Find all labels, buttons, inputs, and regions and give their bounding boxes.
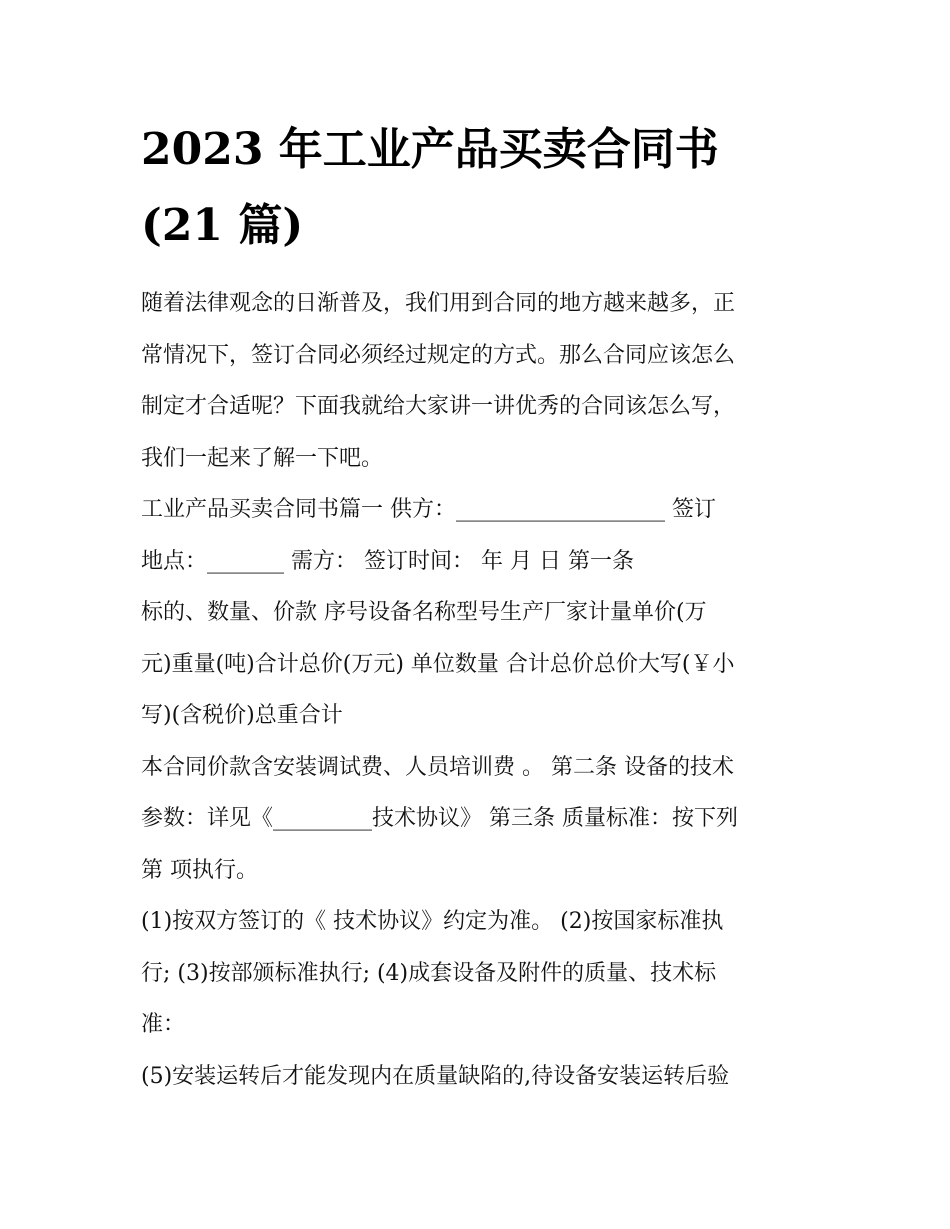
text-line: (1)按双方签订的《 技术协议》约定为准。 (2)按国家标准执 bbox=[141, 909, 724, 934]
text-line: 准： bbox=[141, 1012, 186, 1037]
text-line: 制定才合适呢？下面我就给大家讲一讲优秀的合同该怎么写， bbox=[141, 394, 736, 419]
article-one-paragraph bbox=[141, 587, 813, 742]
document-title bbox=[141, 112, 813, 264]
text-line: 常情况下，签订合同必须经过规定的方式。那么合同应该怎么 bbox=[141, 342, 736, 368]
article-two-three-paragraph bbox=[141, 742, 813, 897]
text-line: 行; (3)按部颁标准执行; (4)成套设备及附件的质量、技术标 bbox=[141, 960, 717, 986]
text-line: 元)重量(吨)合计总价(万元) 单位数量 合计总价总价大写(￥小 bbox=[141, 651, 735, 677]
document-body bbox=[141, 278, 813, 1102]
text-line: (5)安装运转后才能发现内在质量缺陷的,待设备安装运转后验 bbox=[141, 1063, 730, 1089]
text-line: 工业产品买卖合同书篇一 供方：___________________ 签订 bbox=[141, 497, 716, 522]
title-line: (21 篇) bbox=[141, 200, 304, 251]
quality-standards-paragraph bbox=[141, 896, 813, 1051]
installation-paragraph bbox=[141, 1051, 813, 1103]
text-line: 第 项执行。 bbox=[141, 857, 258, 883]
intro-paragraph bbox=[141, 278, 813, 484]
text-line: 标的、数量、价款 序号设备名称型号生产厂家计量单价(万 bbox=[141, 600, 707, 625]
text-line: 我们一起来了解一下吧。 bbox=[141, 445, 384, 471]
text-line: 写)(含税价)总重合计 bbox=[141, 703, 343, 728]
document-page bbox=[141, 112, 813, 1102]
contract-parties-paragraph bbox=[141, 484, 813, 587]
title-line: 2023 年工业产品买卖合同书 bbox=[141, 124, 719, 175]
text-line: 本合同价款含安装调试费、人员培训费 。 第二条 设备的技术 bbox=[141, 754, 734, 780]
text-line: 参数：详见《_________技术协议》 第三条 质量标准：按下列 bbox=[141, 806, 738, 831]
text-line: 地点：_______ 需方： 签订时间： 年 月 日 第一条 bbox=[141, 548, 634, 574]
text-line: 随着法律观念的日渐普及，我们用到合同的地方越来越多，正 bbox=[141, 291, 736, 316]
